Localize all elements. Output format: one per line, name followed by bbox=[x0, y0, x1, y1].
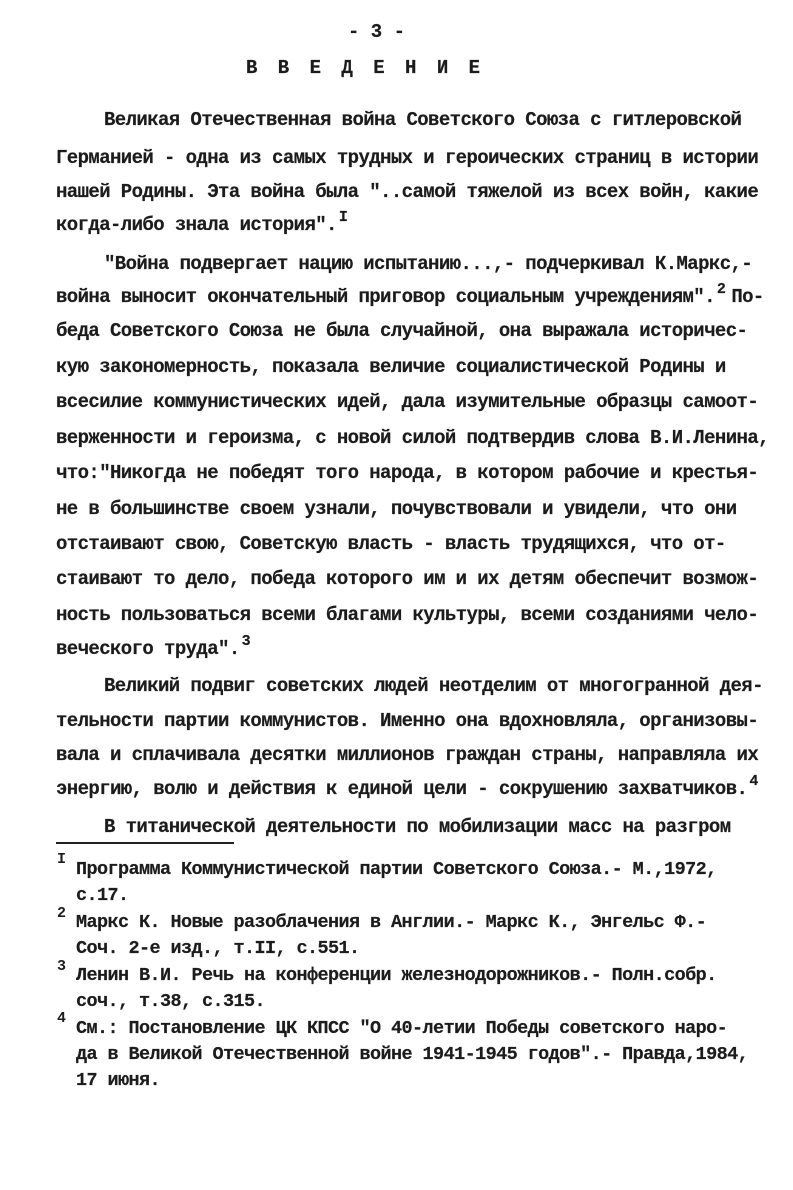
footnote-line: Соч. 2-е изд., т.II, с.551. bbox=[76, 938, 360, 959]
body-line: Германией - одна из самых трудных и героических страниц в истории bbox=[56, 147, 759, 169]
footnote-line: Программа Коммунистической партии Советского Союза.- М.,1972, bbox=[76, 859, 717, 880]
footnote-line: Маркс К. Новые разоблачения в Англии.- Маркс К., Энгельс Ф.- bbox=[76, 912, 707, 933]
footnote-number-2: 2 bbox=[57, 905, 67, 922]
body-line: Великий подвиг советских людей неотделим от многогранной дея- bbox=[104, 675, 763, 697]
footnote-ref-3: 3 bbox=[241, 633, 251, 650]
footnote-line: да в Великой Отечественной войне 1941-1945 годов".- Правда,1984, bbox=[76, 1044, 749, 1065]
footnote-separator bbox=[56, 842, 234, 844]
body-line: вала и сплачивала десятки миллионов граждан страны, направляла их bbox=[56, 744, 759, 766]
page-number: - 3 - bbox=[348, 21, 406, 43]
body-line: что:"Никогда не победят того народа, в котором рабочие и крестья- bbox=[56, 462, 759, 484]
footnote-ref-1: I bbox=[338, 209, 348, 226]
footnote-line: с.17. bbox=[76, 885, 129, 906]
body-line: стаивают то дело, победа которого им и их детям обеспечит возмож- bbox=[56, 568, 759, 590]
body-line-tail: По- bbox=[731, 286, 764, 308]
body-line: не в большинстве своем узнали, почувствовали и увидели, что они bbox=[56, 498, 737, 520]
footnote-line: Ленин В.И. Речь на конференции железнодорожников.- Полн.собр. bbox=[76, 965, 717, 986]
body-line: отстаивают свою, Советскую власть - власть трудящихся, что от- bbox=[56, 533, 726, 555]
body-line: беда Советского Союза не была случайной, она выражала историчес- bbox=[56, 320, 748, 342]
footnote-number-3: 3 bbox=[57, 958, 67, 975]
body-line: ность пользоваться всеми благами культуры, всеми созданиями чело- bbox=[56, 604, 759, 626]
section-heading: В В Е Д Е Н И Е bbox=[246, 57, 485, 79]
body-line-text: когда-либо знала история". bbox=[56, 214, 337, 236]
body-line-text: энергию, волю и действия к единой цели - сокрушению захватчиков. bbox=[56, 778, 748, 800]
body-line-text: веческого труда". bbox=[56, 638, 240, 660]
footnote-ref-2: 2 bbox=[716, 281, 726, 298]
body-line bbox=[56, 281, 764, 311]
body-line bbox=[56, 209, 348, 239]
body-line: тельности партии коммунистов. Именно она вдохновляла, организовы- bbox=[56, 710, 759, 732]
footnote-line: 17 июня. bbox=[76, 1070, 161, 1091]
body-line: кую закономерность, показала величие социалистической Родины и bbox=[56, 356, 726, 378]
body-line bbox=[56, 773, 758, 803]
body-line: "Война подвергает нацию испытанию...,- подчеркивал К.Маркс,- bbox=[104, 253, 753, 275]
body-line: всесилие коммунистических идей, дала изумительные образцы самоот- bbox=[56, 391, 759, 413]
footnote-ref-4: 4 bbox=[749, 773, 758, 790]
footnote-number-1: I bbox=[57, 851, 67, 868]
footnote-line: соч., т.38, с.315. bbox=[76, 991, 266, 1012]
footnote-number-4: 4 bbox=[57, 1010, 67, 1027]
body-line: В титанической деятельности по мобилизации масс на разгром bbox=[104, 816, 731, 838]
body-line bbox=[56, 633, 251, 663]
body-line: верженности и героизма, с новой силой подтвердив слова В.И.Ленина, bbox=[56, 427, 769, 449]
body-line: Великая Отечественная война Советского Союза с гитлеровской bbox=[104, 109, 742, 131]
body-line: нашей Родины. Эта война была "..самой тяжелой из всех войн, какие bbox=[56, 181, 759, 203]
body-line-text: война выносит окончательный приговор социальным учреждениям". bbox=[56, 286, 715, 308]
footnote-line: См.: Постановление ЦК КПСС "О 40-летии Победы советского наро- bbox=[76, 1018, 728, 1039]
